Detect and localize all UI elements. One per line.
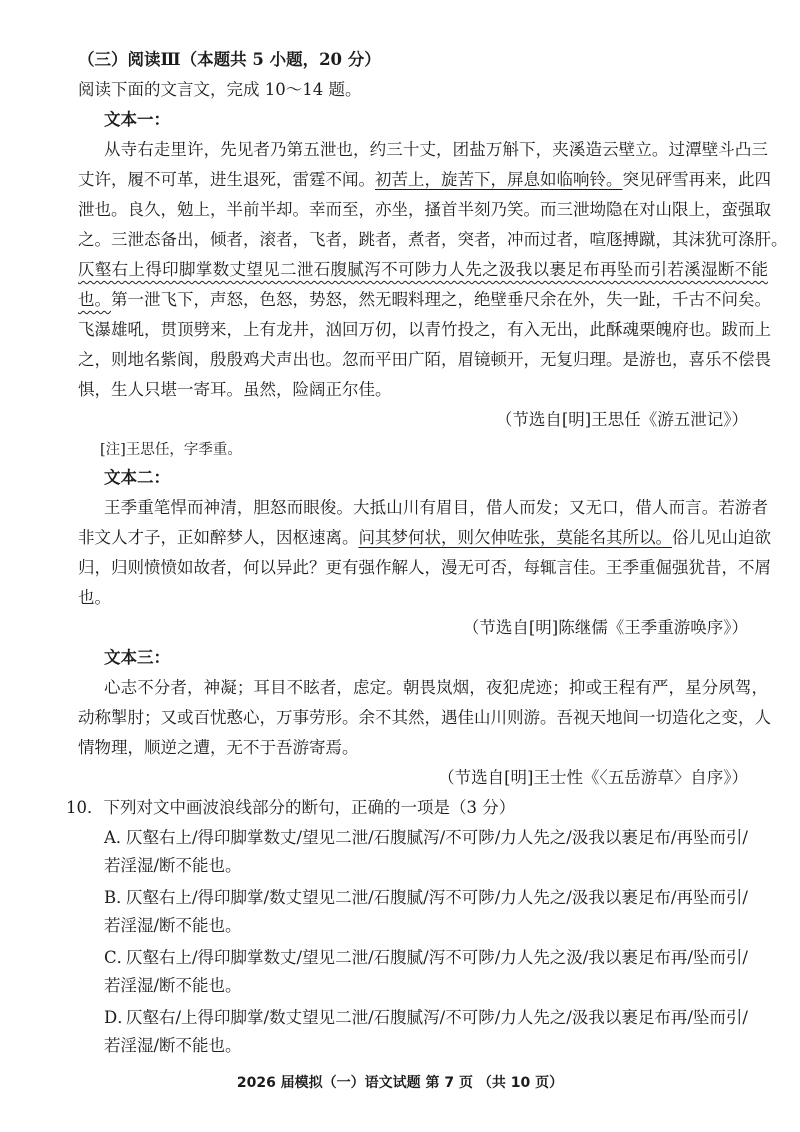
text3-source: （节选自[明]王士性《〈五岳游草〉自序》） — [438, 768, 748, 787]
text1-line — [78, 166, 771, 194]
text1-line — [78, 286, 771, 314]
option-d-cont: 若淫湿/断不能也。 — [104, 1036, 242, 1055]
option-mark: D． — [104, 1008, 134, 1027]
text1-seg: 丈许，履不可革，进生退死，雷霆不闻。 — [78, 170, 375, 189]
option-b-cont: 若淫湿/断不能也。 — [104, 916, 242, 935]
option-text: 仄壑右上/得印脚掌数丈/望见二泄/石腹腻泻/不可陟/力人先之/汲我以裹足布/再坠而引/ — [126, 828, 748, 847]
text2-label: 文本二： — [104, 468, 170, 487]
text3-label: 文本三： — [104, 648, 170, 667]
text2-line: 也。 — [78, 588, 111, 607]
text1-label: 文本一： — [104, 110, 170, 129]
option-mark: A． — [104, 828, 133, 847]
text3-line: 心志不分者，神凝；耳目不眩者，虑定。朝畏岚烟，夜犯虎迹；抑或王程有严，星分夙驾， — [104, 678, 768, 697]
option-mark: C． — [104, 948, 134, 967]
wavy-underlined-text: 也。 — [78, 290, 111, 309]
text2-line: 王季重笔悍而神清，胆怒而眼俊。大抵山川有眉目，借人而发；又无口，借人而言。若游者 — [104, 498, 768, 517]
option-c-cont: 若淫湿/断不能也。 — [104, 976, 242, 995]
text2-source: （节选自[明]陈继儒《王季重游唤序》） — [462, 618, 748, 637]
text1-line: 从寺右走里许，先见者乃第五泄也，约三十丈，团盐万斛下，夹溪造云壁立。过潭壁斗凸三 — [104, 140, 768, 159]
option-text: 仄壑右上/得印脚掌/数丈望见二泄/石腹腻/泻不可陟/力人先之/汲我以裹足布/再坠而引/ — [126, 888, 748, 907]
option-a-cont: 若淫湿/断不能也。 — [104, 856, 242, 875]
section-title: （三）阅读Ⅲ（本题共 5 小题，20 分） — [78, 50, 381, 69]
option-d[interactable] — [104, 1004, 794, 1032]
underlined-sentence: 初苦上，旋苦下，屏息如临响铃。 — [375, 170, 623, 189]
option-mark: B． — [104, 888, 133, 907]
option-b[interactable] — [104, 884, 794, 912]
text1-note: [注]王思任，字季重。 — [100, 442, 242, 458]
text2-seg: 非文人才子，正如醉梦人，因枢速离。 — [78, 528, 359, 547]
question-stem: 10．下列对文中画波浪线部分的断句，正确的一项是（3 分） — [66, 798, 516, 817]
option-text: 仄壑右/上得印脚掌/数丈望见二泄/石腹腻泻/不可陟/力人先之/汲我以裹足布再/坠而引/ — [126, 1008, 748, 1027]
option-a[interactable] — [104, 824, 794, 852]
text1-seg: 第一泄飞下，声怒，色怒，势怒，然无暇料理之，绝壁垂尺余在外，失一趾，千古不问矣。 — [111, 290, 771, 309]
text1-line: 泄也。良久，勉上，半前半却。幸而至，亦坐，搔首半刻乃笑。而三泄坳隐在对山限上，蛮强取 — [78, 200, 771, 219]
section-instruction: 阅读下面的文言文，完成 10～14 题。 — [78, 80, 362, 99]
wavy-passage-line — [78, 256, 768, 284]
option-c[interactable] — [104, 944, 794, 972]
option-text: 仄壑右上/得印脚掌数丈/望见二泄/石腹腻/泻不可陟/力人先之汲/我以裹足布再/坠而引/ — [126, 948, 748, 967]
text3-line: 情物理，顺逆之遭，无不于吾游寄焉。 — [78, 738, 359, 757]
underlined-sentence: 问其梦何状，则欠伸咗张，莫能名其所以。 — [358, 528, 672, 547]
text2-seg: 俗儿见山迫欲 — [672, 528, 771, 547]
text2-line — [78, 524, 771, 552]
wavy-underlined-text: 仄壑右上得印脚掌数丈望见二泄石腹腻泻不可陟力人先之汲我以裹足布再坠而引若溪湿断不能 — [78, 260, 768, 279]
text1-line: 之。三泄态备出，倾者，滚者，飞者，跳者，煮者，突者，冲而过者，喧豗搏蹴，其沫犹可涤肝。 — [78, 230, 788, 249]
text3-line: 动称掣肘；又或百忧憨心，万事劳形。余不其然，遇佳山川则游。吾视天地间一切造化之变，人 — [78, 708, 771, 727]
text1-source: （节选自[明]王思任《游五泄记》） — [495, 410, 748, 429]
text1-line: 飞瀑雄吼，贯顶劈来，上有龙井，汹回万仞，以青竹投之，有入无出，此酥魂栗魄府也。跋而上 — [78, 320, 771, 339]
text1-line: 之，则地名紫阆，殷殷鸡犬声出也。忽而平田广陌，眉镜顿开，无复归理。是游也，喜乐不偿畏 — [78, 350, 771, 369]
text1-seg: 突见砰雪再来，此四 — [622, 170, 771, 189]
text2-line: 归，归则愤愤如故者，何以异此？更有强作解人，漫无可否，每辄言佳。王季重倔强犹昔，不屑 — [78, 558, 771, 577]
page-footer: 2026 届模拟（一）语文试题 第 7 页 （共 10 页） — [236, 1075, 564, 1091]
text1-line: 惧，生人只堪一寄耳。虽然，险阔正尔佳。 — [78, 380, 392, 399]
